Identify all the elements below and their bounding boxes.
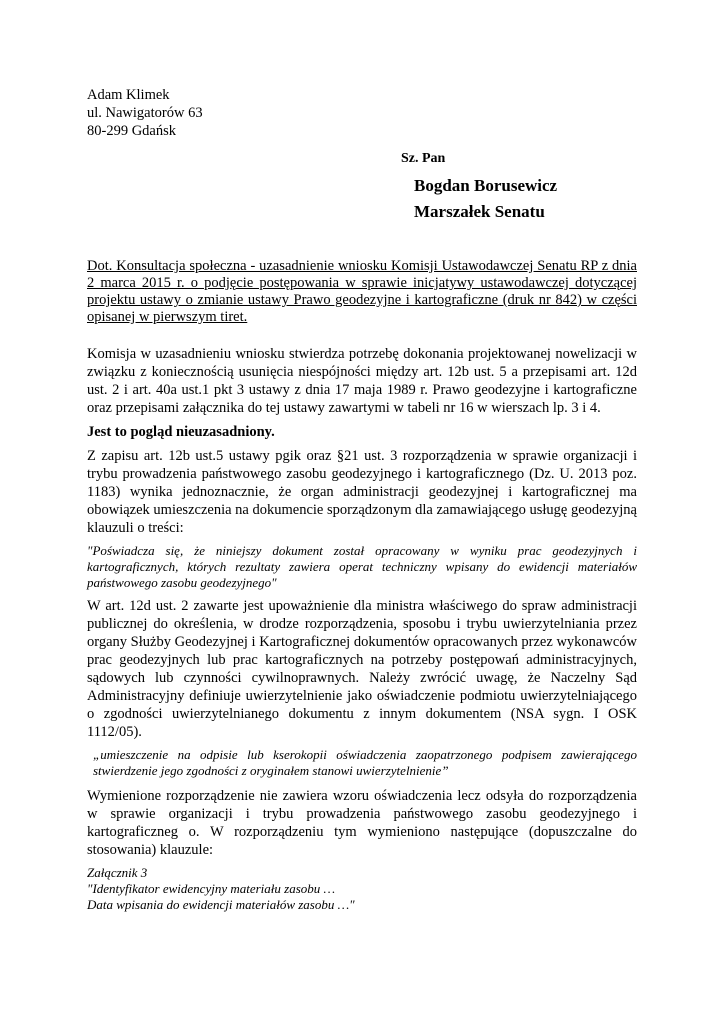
quote-nsa: „umieszczenie na odpisie lub kserokopii oświadczenia zaopatrzonego podpisem zawierającego stwierdzenie jego zgodności z oryginałem stanowi uwierzytelnienie”: [93, 747, 637, 778]
sender-name: Adam Klimek: [87, 87, 170, 103]
sender-street: ul. Nawigatorów 63: [87, 105, 203, 121]
quote-clause: "Poświadcza się, że niniejszy dokument został opracowany w wyniku prac geodezyjnych i kartograficznych, których rezultaty zawiera operat techniczny wpisany do ewidencji materiałów państwowego zasobu geodezyjnego": [87, 543, 637, 590]
paragraph-3: W art. 12d ust. 2 zawarte jest upoważnienie dla ministra właściwego do spraw administracji publicznej do określenia, w drodze rozporządzenia, sposobu i trybu uwierzytelniania przez organy Służby Geodezyjnej i Kartograficznej dokumentów opracowanych przez wykonawców prac geodezyjnych lub prac kartograficznych na potrzeby postępowań administracyjnych, sądowych lub czynności cywilnoprawnych. Należy zwrócić uwagę, że Naczelny Sąd Administracyjny definiuje uwierzytelnienie jako oświadczenie podmiotu uwierzytelniającego o zgodności uwierzytelnianego dokumentu z innym dokumentem (NSA sygn. I OSK 1112/05).: [87, 598, 637, 740]
sender-city: 80-299 Gdańsk: [87, 123, 177, 139]
addressee-salutation: Sz. Pan: [401, 151, 446, 166]
annex-title: Załącznik 3: [87, 865, 148, 880]
subject-line: Dot. Konsultacja społeczna - uzasadnienie wniosku Komisji Ustawodawczej Senatu RP z dnia 2 marca 2015 r. o podjęcie postępowania w sprawie inicjatywy ustawodawczej dotyczącej projektu ustawy o zmianie ustawy Prawo geodezyjne i kartograficzne (druk nr 842) w części opisanej w pierwszym tiret.: [87, 258, 637, 325]
annex-block: [87, 865, 637, 913]
addressee-block: [401, 151, 557, 225]
paragraph-4: Wymienione rozporządzenie nie zawiera wzoru oświadczenia lecz odsyła do rozporządzenia w sprawie organizacji i trybu prowadzenia państwowego zasobu geodezyjnego i kartograficzneg o. W rozporządzeniu tym wymieniono następujące (dopuszczalne do stosowania) klauzule:: [87, 788, 637, 858]
statement: Jest to pogląd nieuzasadniony.: [87, 424, 275, 440]
letter-body: [87, 345, 637, 913]
annex-line-1: "Identyfikator ewidencyjny materiału zasobu …: [87, 881, 336, 896]
paragraph-1: Komisja w uzasadnieniu wniosku stwierdza potrzebę dokonania projektowanej nowelizacji w związku z koniecznością usunięcia niespójności między art. 12b ust. 5 a przepisami art. 12d ust. 2 i art. 40a ust.1 pkt 3 ustawy z dnia 17 maja 1989 r. Prawo geodezyjne i kartograficzne oraz przepisami załącznika do tej ustawy zawartymi w tabeli nr 16 w wierszach lp. 3 i 4.: [87, 346, 637, 416]
sender-address: [87, 86, 203, 140]
paragraph-2: Z zapisu art. 12b ust.5 ustawy pgik oraz §21 ust. 3 rozporządzenia w sprawie organizacji i trybu prowadzenia państwowego zasobu geodezyjnego i kartograficznego (Dz. U. 2013 poz. 1183) wynika jednoznacznie, że organ administracji geodezyjnej i kartograficznej ma obowiązek umieszczenia na dokumencie sporządzonym dla zamawiającego usługę geodezyjną klauzuli o treści:: [87, 448, 637, 536]
addressee-role: Marszałek Senatu: [414, 202, 545, 221]
addressee-name: Bogdan Borusewicz: [414, 176, 558, 195]
annex-line-2: Data wpisania do ewidencji materiałów zasobu …": [87, 897, 355, 912]
